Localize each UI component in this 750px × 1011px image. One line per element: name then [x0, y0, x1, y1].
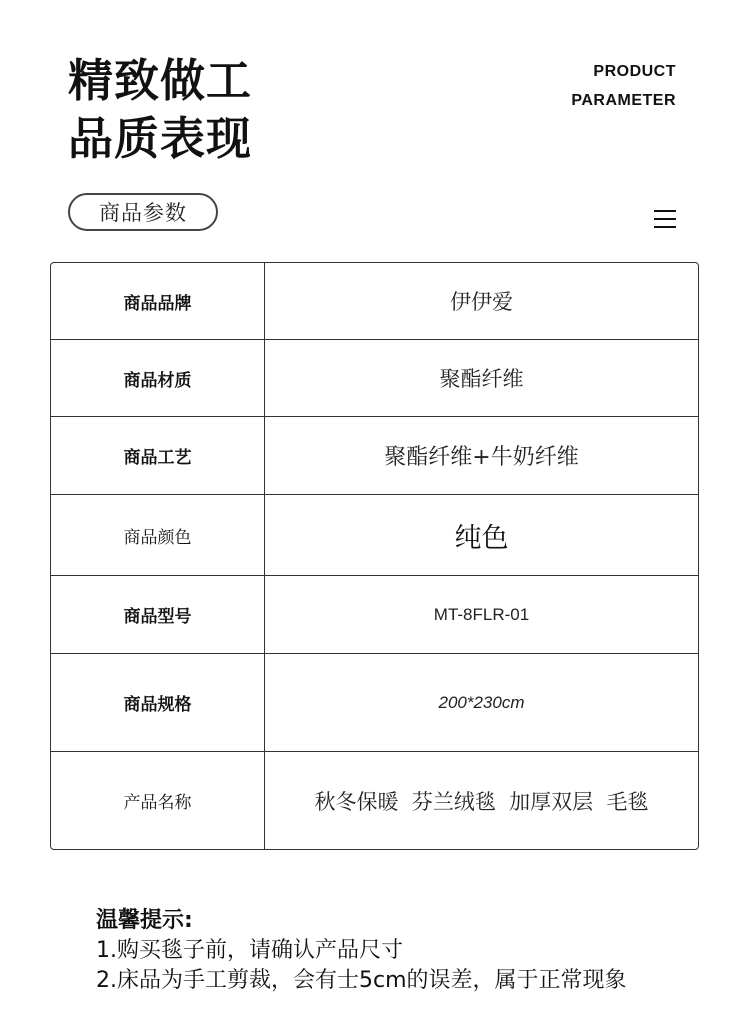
warm-tips: [96, 906, 627, 996]
row-label: 商品规格: [51, 654, 265, 752]
row-value: 聚酯纤维: [265, 340, 698, 417]
row-value: MT-8FLR-01: [265, 576, 698, 654]
table-row: [51, 654, 698, 752]
title-line-1: 精致做工: [68, 54, 253, 107]
row-value: 纯色: [265, 495, 698, 576]
table-row: [51, 576, 698, 654]
row-value: 秋冬保暖 芬兰绒毯 加厚双层 毛毯: [314, 789, 649, 814]
table-row: [51, 752, 698, 849]
tip-line-1: 1.购买毯子前，请确认产品尺寸: [96, 938, 403, 963]
row-label: 商品品牌: [51, 263, 265, 340]
tip-line-2: 2.床品为手工剪裁，会有士5cm的误差，属于正常现象: [96, 968, 627, 993]
english-heading-line-2: PARAMETER: [571, 92, 676, 109]
row-value: 伊伊爱: [265, 263, 698, 340]
section-badge: 商品参数: [68, 193, 218, 231]
row-label: 商品型号: [51, 576, 265, 654]
table-row: [51, 263, 698, 340]
row-label: 商品工艺: [51, 417, 265, 495]
row-label: 产品名称: [51, 752, 265, 849]
english-heading-line-1: PRODUCT: [593, 63, 676, 80]
hamburger-menu-icon[interactable]: [654, 210, 676, 229]
table-row: [51, 340, 698, 417]
row-value: 聚酯纤维+牛奶纤维: [265, 417, 698, 495]
table-row: [51, 495, 698, 576]
tips-title: 温馨提示:: [96, 908, 193, 933]
parameter-table: [50, 262, 699, 850]
row-label: 商品颜色: [51, 495, 265, 576]
title-line-2: 品质表现: [68, 112, 253, 165]
row-label: 商品材质: [51, 340, 265, 417]
row-value: 200*230cm: [265, 654, 698, 752]
table-row: [51, 417, 698, 495]
